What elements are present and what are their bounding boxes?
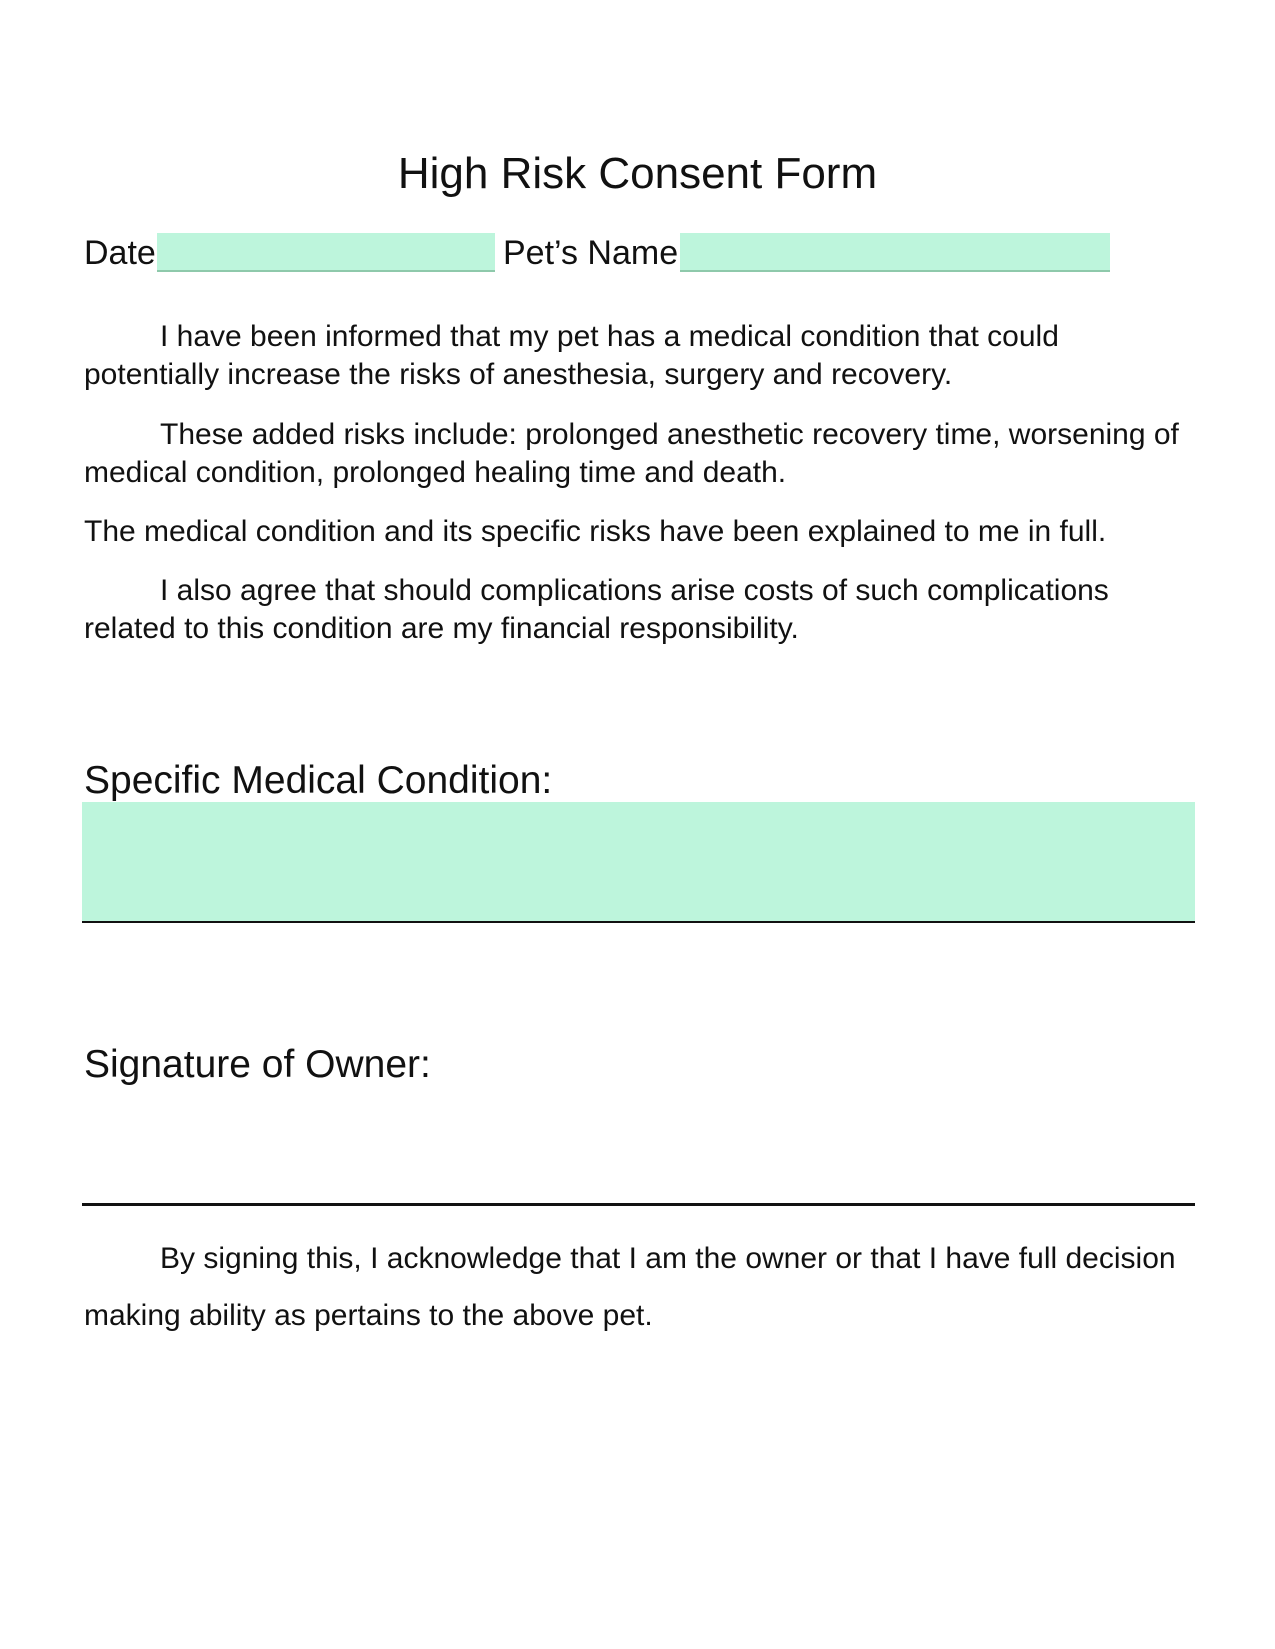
acknowledgement-text: By signing this, I acknowledge that I am the owner or that I have full decision making ability as pertains to the above pet. — [84, 1242, 1176, 1332]
date-field[interactable] — [157, 233, 495, 272]
pet-name-label: Pet’s Name — [503, 234, 679, 272]
paragraph-financial: I also agree that should complications arise costs of such complications related to this condition are my financial responsibility. — [84, 574, 1109, 645]
paragraph-informed: I have been informed that my pet has a medical condition that could potentially increase the risks of anesthesia, surgery and recovery. — [84, 320, 1059, 391]
paragraph-explained: The medical condition and its specific risks have been explained to me in full. — [84, 515, 1107, 548]
condition-heading: Specific Medical Condition: — [84, 759, 553, 802]
paragraph-added-risks: These added risks include: prolonged anesthetic recovery time, worsening of medical condition, prolonged healing time and death. — [84, 418, 1179, 489]
form-title: High Risk Consent Form — [397, 149, 878, 198]
condition-field[interactable] — [82, 802, 1195, 923]
pet-name-field[interactable] — [680, 233, 1110, 272]
date-petname-row — [84, 229, 1204, 275]
date-label: Date — [84, 234, 156, 272]
signature-heading: Signature of Owner: — [84, 1043, 431, 1086]
signature-line[interactable] — [82, 1203, 1195, 1206]
